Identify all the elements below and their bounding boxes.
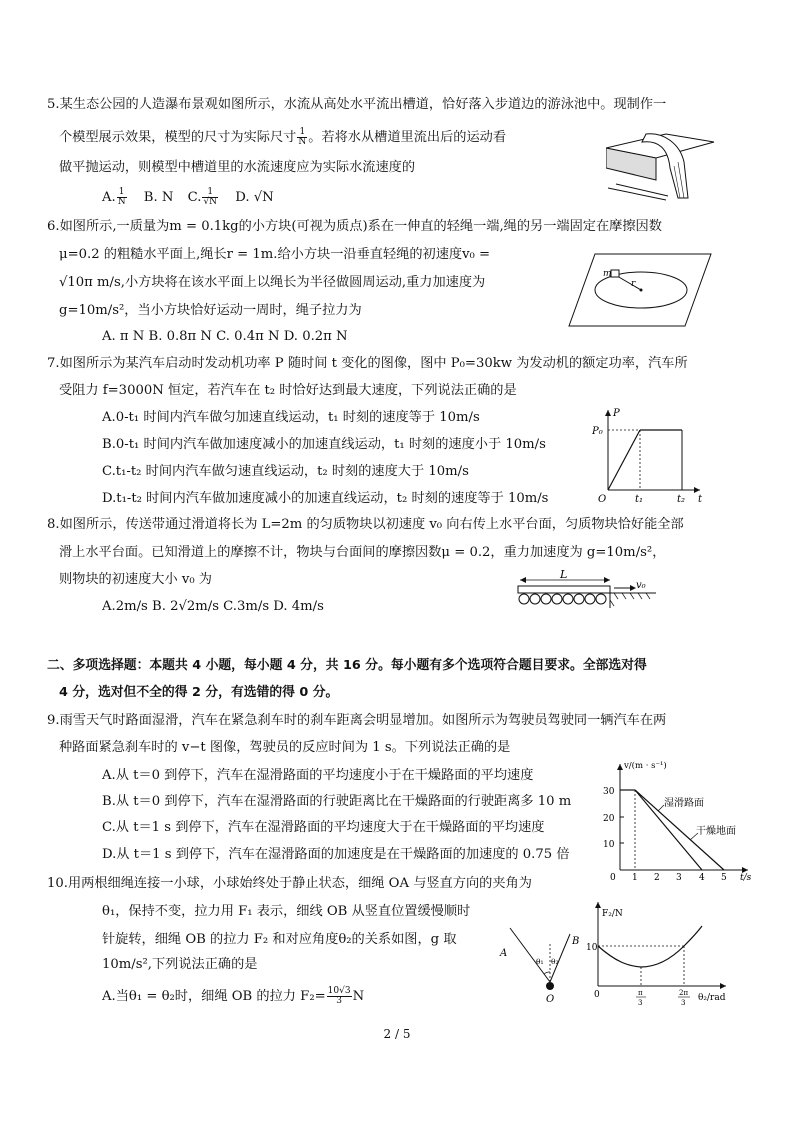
axis-t-label: t	[698, 494, 703, 504]
circular-motion-figure	[565, 252, 715, 328]
q9-option-d: D.从 t＝1 s 到停下，汽车在湿滑路面的加速度是在干燥路面的加速度的 0.75 倍	[102, 847, 570, 862]
xtick-3: 3	[676, 873, 682, 883]
q5-line3: 做平抛运动，则模型中槽道里的水流速度应为实际水流速度的	[59, 160, 416, 175]
two-ropes-figure	[496, 920, 588, 1004]
q7-line1: 7.如图所示为某汽车启动时发动机功率 P 随时间 t 变化的图像，图中 P₀=30kw 为发动机的额定功率，汽车所	[47, 356, 688, 371]
dry-road-label: 干燥地面	[696, 826, 736, 837]
f2-tick-10: 10	[586, 943, 598, 953]
xtick-5: 5	[721, 873, 727, 883]
length-label: L	[560, 570, 568, 581]
q7-option-a: A.0-t₁ 时间内汽车做匀加速直线运动，t₁ 时刻的速度等于 10m/s	[102, 410, 480, 425]
q10-option-a: A.当θ₁ = θ₂时，细绳 OB 的拉力 F₂= $\frac{10√3}{3}$ N	[102, 986, 365, 1006]
q8-line1: 8.如图所示，传送带通过滑道将长为 L=2m 的匀质物块以初速度 v₀ 向右传上水平台面，匀质物块恰好能全部	[47, 517, 684, 532]
q9-option-b: B.从 t＝0 到停下，汽车在湿滑路面的行驶距离比在干燥路面的行驶距离多 10 m	[102, 794, 572, 809]
q6-line3: √10π m/s,小方块将在该水平面上以绳长为半径做圆周运动,重力加速度为	[59, 275, 486, 290]
ytick-0: 0	[610, 873, 616, 883]
theta1-label: θ₁	[536, 957, 544, 966]
q7-option-d: D.t₁-t₂ 时间内汽车做加速度减小的加速直线运动，t₂ 时刻的速度等于 10m/s	[102, 491, 549, 506]
q9-option-a: A.从 t＝0 到停下，汽车在湿滑路面的平均速度小于在干燥路面的平均速度	[102, 768, 534, 783]
q8-line3: 则物块的初速度大小 v₀ 为	[59, 572, 212, 587]
page-number: 2 / 5	[383, 1027, 411, 1041]
q10-line3: 针旋转，细绳 OB 的拉力 F₂ 和对应角度θ₂的关系如图，g 取	[102, 932, 457, 947]
q5-line2: 个模型展示效果，模型的尺寸为实际尺寸 $\frac{1}{N}$ 。若将水从槽道里流出后的运动看	[59, 127, 507, 147]
q10-line1: 10.用两根细绳连接一小球，小球始终处于静止状态，细绳 OA 与竖直方向的夹角为	[47, 876, 532, 891]
f2-origin: 0	[594, 990, 600, 1000]
pi-tick-num: π	[638, 989, 643, 997]
xtick-2: 2	[654, 873, 660, 883]
q10-line2: θ₁，保持不变，拉力用 F₁ 表示，细线 OB 从竖直位置缓慢顺时	[102, 904, 471, 919]
theta2-label: θ₂	[551, 957, 559, 966]
section2-heading-line1: 二、多项选择题：本题共 4 小题，每小题 4 分，共 16 分。每小题有多个选项符合题目要求。全部选对得	[47, 658, 647, 673]
t2-label: t₂	[677, 494, 686, 504]
theta2-xlabel: θ₂/rad	[698, 993, 726, 1003]
v0-label: v₀	[636, 580, 646, 591]
p0-label: P₀	[592, 426, 603, 437]
vt-xlabel: t/s	[740, 873, 752, 883]
q6-line2: μ=0.2 的粗糙水平面上,绳长r = 1m.给小方块一沿垂直轻绳的初速度v₀ =	[59, 247, 491, 262]
pi-tick-den: 3	[638, 999, 643, 1007]
origin-label: O	[598, 494, 607, 504]
waterfall-figure	[606, 118, 718, 204]
q6-options: A. π N B. 0.8π N C. 0.4π N D. 0.2π N	[102, 329, 348, 344]
f2-ylabel: F₂/N	[602, 909, 623, 919]
ytick-30: 30	[603, 787, 615, 797]
q6-line1: 6.如图所示,一质量为m = 0.1kg的小方块(可视为质点)系在一伸直的轻绳一端,绳的另一端固定在摩擦因数	[47, 219, 662, 234]
velocity-time-graph	[598, 758, 756, 884]
q5-line1: 5.某生态公园的人造瀑布景观如图所示，水流从高处水平流出槽道，恰好落入步道边的游泳池中。现制作一	[47, 97, 667, 112]
conveyor-figure	[514, 570, 660, 610]
section2-heading-line2: 4 分，选对但不全的得 2 分，有选错的得 0 分。	[59, 685, 339, 700]
axis-p-label: P	[613, 408, 620, 419]
q7-option-b: B.0-t₁ 时间内汽车做加速度减小的加速直线运动，t₁ 时刻的速度小于 10m/s	[102, 437, 546, 452]
q9-line2: 种路面紧急刹车时的 v−t 图像，驾驶员的反应时间为 1 s。下列说法正确的是	[59, 740, 511, 755]
q9-line1: 9.雨雪天气时路面湿滑，汽车在紧急刹车时的刹车距离会明显增加。如图所示为驾驶员驾驶同一辆汽车在两	[47, 713, 667, 728]
force-angle-graph	[586, 896, 736, 1008]
q7-option-c: C.t₁-t₂ 时间内汽车做匀速直线运动，t₂ 时刻的速度大于 10m/s	[102, 464, 469, 479]
fig-m-label: m	[603, 269, 612, 279]
xtick-1: 1	[632, 873, 638, 883]
q5-options: A. $\frac{1}{N}$ B. N C. $\frac{1}{√N}$ D. √N	[102, 187, 274, 207]
vt-ylabel: v/(m · s⁻¹)	[624, 761, 667, 771]
q9-option-c: C.从 t＝1 s 到停下，汽车在湿滑路面的平均速度大于在干燥路面的平均速度	[102, 820, 545, 835]
t1-label: t₁	[635, 494, 644, 504]
twopi-tick-den: 3	[681, 999, 686, 1007]
wet-road-label: 湿滑路面	[664, 798, 704, 809]
ytick-10: 10	[603, 840, 615, 850]
q10-line4: 10m/s²,下列说法正确的是	[102, 957, 258, 972]
q6-line4: g=10m/s²，当小方块恰好运动一周时，绳子拉力为	[59, 303, 362, 318]
twopi-tick-num: 2π	[679, 989, 689, 997]
point-a-label: A	[500, 948, 508, 959]
q5-scale-fraction: $\frac{1}{N}$	[298, 127, 307, 147]
q8-line2: 滑上水平台面。已知滑道上的摩擦不计，物块与台面间的摩擦因数μ = 0.2，重力加速度为 g=10m/s²，	[59, 545, 666, 560]
ytick-20: 20	[603, 814, 615, 824]
q8-options: A.2m/s B. 2√2m/s C.3m/s D. 4m/s	[102, 599, 324, 614]
power-time-graph	[590, 404, 710, 504]
point-o-label: O	[546, 994, 555, 1004]
fig-r-label: r	[631, 279, 636, 289]
xtick-4: 4	[699, 873, 705, 883]
point-b-label: B	[572, 936, 580, 947]
q7-line2: 受阻力 f=3000N 恒定，若汽车在 t₂ 时恰好达到最大速度，下列说法正确的是	[59, 383, 517, 398]
